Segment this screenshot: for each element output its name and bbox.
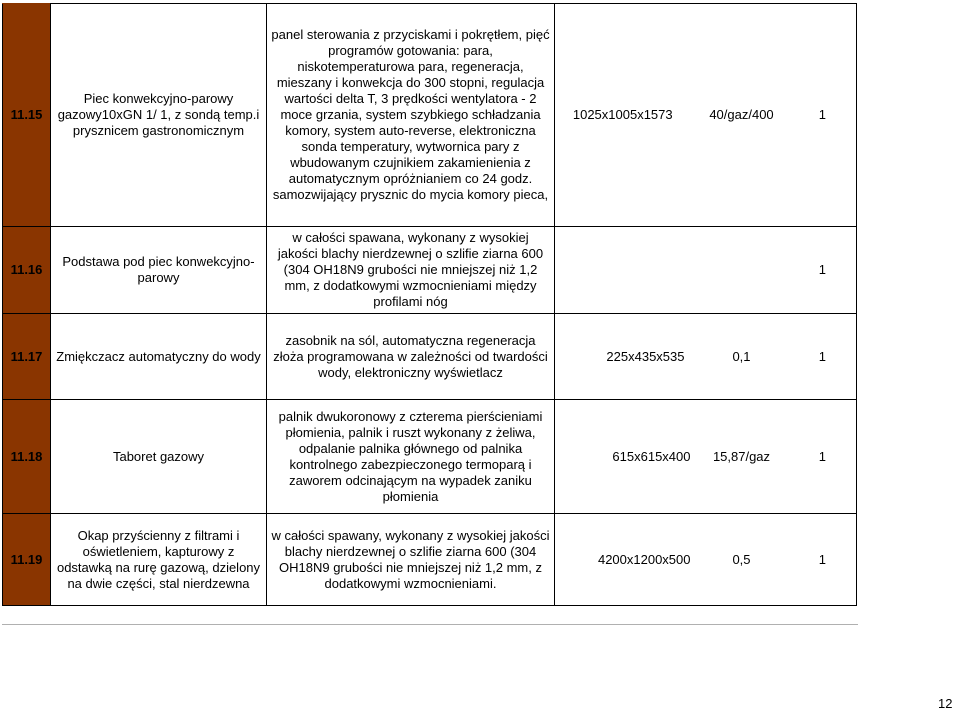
item-quantity: 1 [793,400,857,514]
table-row [3,4,857,227]
item-quantity: 1 [793,514,857,606]
item-quantity: 1 [793,227,857,314]
item-number: 11.16 [3,227,51,314]
table-row [3,227,857,314]
item-name: Piec konwekcyjno-parowy gazowy10xGN 1/ 1, z sondą temp.i prysznicem gastronomicznym [51,4,267,227]
item-dimensions: 615x615x400 [555,400,691,514]
item-name: Zmiękczacz automatyczny do wody [51,314,267,400]
item-dimensions [555,227,691,314]
item-number: 11.15 [3,4,51,227]
item-power: 0,1 [691,314,793,400]
page-number: 12 [938,696,953,711]
specification-table [2,3,857,606]
item-power [691,227,793,314]
item-quantity: 1 [793,4,857,227]
item-quantity: 1 [793,314,857,400]
item-power: 0,5 [691,514,793,606]
item-power: 40/gaz/400 [691,4,793,227]
item-number: 11.19 [3,514,51,606]
item-power: 15,87/gaz [691,400,793,514]
item-description: w całości spawana, wykonany z wysokiej jakości blachy nierdzewnej o szlifie ziarna 600 (304 OH18N9 grubości nie mniejszej niż 1,2 mm, z dodatkowymi wzmocnieniami między profilami nóg [267,227,555,314]
item-name: Okap przyścienny z filtrami i oświetleniem, kapturowy z odstawką na rurę gazową, dzielony na dwie części, stal nierdzewna [51,514,267,606]
table-row [3,514,857,606]
item-dimensions: 4200x1200x500 [555,514,691,606]
table-row [3,314,857,400]
item-number: 11.18 [3,400,51,514]
item-number: 11.17 [3,314,51,400]
table-row [3,400,857,514]
item-description: palnik dwukoronowy z czterema pierścieniami płomienia, palnik i ruszt wykonany z żeliwa, odpalanie palnika głównego od palnika kontrolnego zabezpieczonego termoparą i zaworem odcinającym na wypadek zaniku płomienia [267,400,555,514]
page-divider [2,624,858,625]
item-name: Taboret gazowy [51,400,267,514]
item-dimensions: 225x435x535 [555,314,691,400]
item-description: zasobnik na sól, automatyczna regeneracja złoża programowana w zależności od twardości wody, elektroniczny wyświetlacz [267,314,555,400]
item-description: w całości spawany, wykonany z wysokiej jakości blachy nierdzewnej o szlifie ziarna 600 (304 OH18N9 grubości nie mniejszej niż 1,2 mm, z dodatkowymi wzmocnieniami. [267,514,555,606]
item-dimensions: 1025x1005x1573 [555,4,691,227]
item-name: Podstawa pod piec konwekcyjno-parowy [51,227,267,314]
item-description: panel sterowania z przyciskami i pokrętłem, pięć programów gotowania: para, niskotemperaturowa para, regeneracja, mieszany i konwekcja do 300 stopni, regulacja wartości delta T, 3 prędkości wentylatora - 2 moce grzania, system szybkiego schładzania komory, system auto-reverse, elektroniczna sonda temperatury, wytwornica pary z wbudowanym czujnikiem zakamienienia z automatycznym opróżnianiem co 24 godz. samozwijający prysznic do mycia komory pieca, [267,4,555,227]
